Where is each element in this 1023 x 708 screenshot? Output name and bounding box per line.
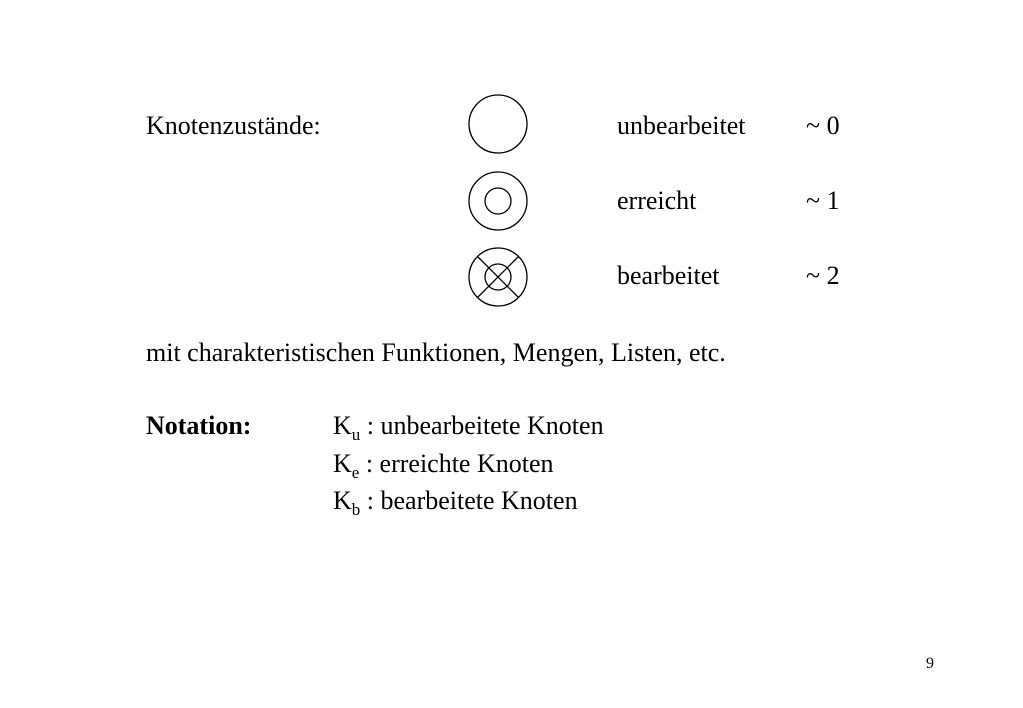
page-number: 9 <box>926 655 934 672</box>
states-heading: Knotenzustände: <box>146 111 321 140</box>
notation-symbol: K <box>333 486 352 515</box>
state-value-unbearbeitet: ~ 0 <box>806 111 840 140</box>
notation-entry-erreicht <box>333 449 554 482</box>
state-label-erreicht: erreicht <box>617 186 697 215</box>
description-text: mit charakteristischen Funktionen, Mengen, Listen, etc. <box>146 338 726 367</box>
notation-subscript: b <box>351 500 361 519</box>
notation-text: : erreichte Knoten <box>359 449 554 478</box>
notation-text: : unbearbeitete Knoten <box>360 411 604 440</box>
concentric-circle-node-icon <box>466 169 530 233</box>
notation-entry-bearbeitet <box>333 486 578 519</box>
notation-text: : bearbeitete Knoten <box>360 486 578 515</box>
notation-entry-unbearbeitet <box>333 411 604 444</box>
state-label-unbearbeitet: unbearbeitet <box>617 111 746 140</box>
notation-subscript: u <box>351 425 361 444</box>
state-label-bearbeitet: bearbeitet <box>617 261 720 290</box>
crossed-circle-node-icon <box>466 245 530 309</box>
state-value-erreicht: ~ 1 <box>806 186 840 215</box>
notation-symbol: K <box>333 449 352 478</box>
empty-circle-node-icon <box>466 92 530 156</box>
state-value-bearbeitet: ~ 2 <box>806 261 840 290</box>
notation-subscript: e <box>351 463 360 482</box>
notation-heading: Notation: <box>146 411 252 440</box>
notation-symbol: K <box>333 411 352 440</box>
